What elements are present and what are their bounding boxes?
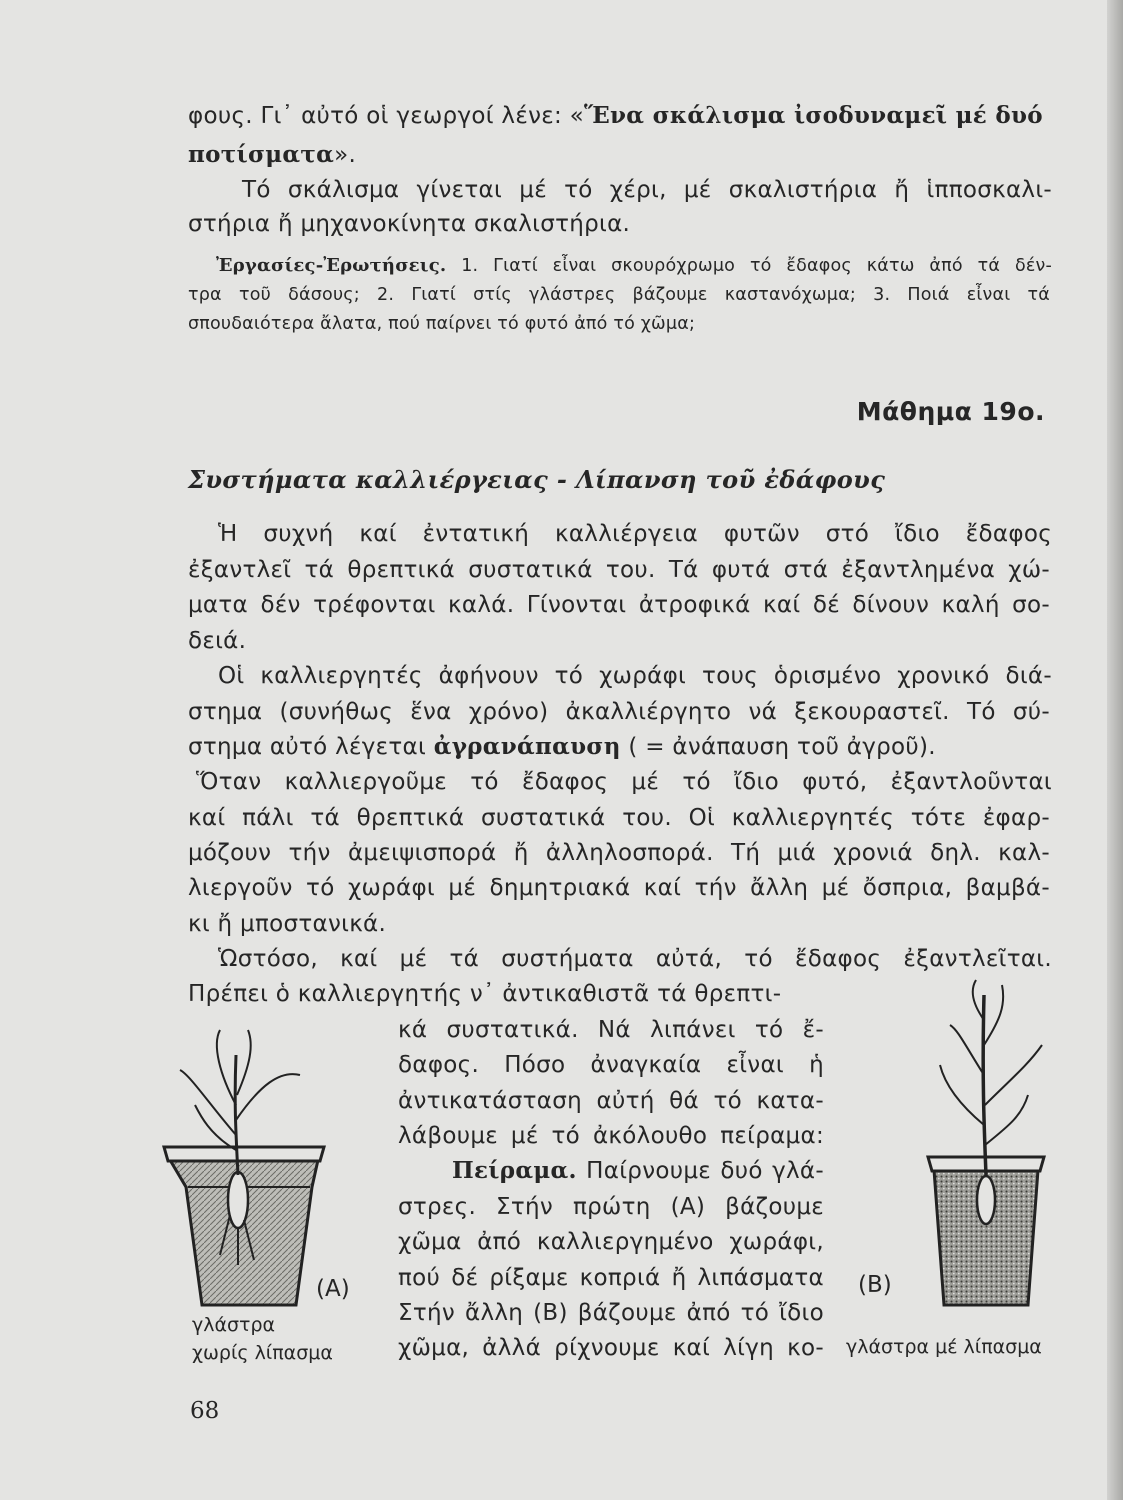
body-line: στημα (συνήθως ἕνα χρόνο) ἀκαλλιέργητο νά ξεκουραστεῖ. Τό σύ-	[188, 699, 1050, 725]
body-line: Ἡ συχνή καί ἐντατική καλλιέργεια φυτῶν στό ἴδιο ἔδαφος	[218, 521, 1052, 547]
term-agranapausi: ἀγρανάπαυση	[433, 733, 621, 760]
pot-b-illustration	[910, 975, 1060, 1315]
figure-b-label: (Β)	[858, 1272, 892, 1298]
page-number: 68	[190, 1398, 220, 1424]
body-line: δαφος. Πόσο ἀναγκαία εἶναι ἡ	[398, 1052, 824, 1078]
intro-line-4: στήρια ἤ μηχανοκίνητα σκαλιστήρια.	[188, 211, 631, 237]
intro-line-2	[188, 140, 1050, 170]
body-line: λάβουμε μέ τό ἀκόλουθο πείραμα:	[398, 1123, 824, 1149]
body-line: Στήν ἄλλη (Β) βάζουμε ἀπό τό ἴδιο	[398, 1300, 824, 1326]
body-line: λιεργοῦν τό χωράφι μέ δημητριακά καί τήν ἄλλη μέ ὄσπρια, βαμβά-	[188, 875, 1050, 901]
body-line: Ὅταν καλλιεργοῦμε τό ἔδαφος μέ τό ἴδιο φυτό, ἐξαντλοῦνται	[196, 769, 1052, 795]
exercises-line-2: τρα τοῦ δάσους; 2. Γιατί στίς γλάστρες βάζουμε καστανόχωμα; 3. Ποιά εἶναι τά	[188, 285, 1050, 305]
body-line	[188, 732, 1050, 762]
body-text: Παίρνουμε δυό γλά-	[576, 1158, 824, 1184]
exercises-label: Ἐργασίες-Ἐρωτήσεις.	[216, 255, 447, 276]
body-line: πού δέ ρίξαμε κοπριά ἤ λιπάσματα	[398, 1265, 824, 1291]
figure-a-label: (Α)	[316, 1276, 350, 1302]
quote-close: ».	[334, 142, 357, 168]
body-line: χῶμα, ἀλλά ρίχνουμε καί λίγη κο-	[398, 1335, 824, 1361]
section-heading: Συστήματα καλλιέργειας - Λίπανση τοῦ ἐδάφους	[188, 465, 886, 494]
experiment-line	[452, 1156, 824, 1186]
figure-a-caption: γλάστρα	[192, 1314, 276, 1336]
intro-line-1	[188, 101, 1050, 131]
body-line: δειά.	[188, 628, 247, 654]
body-line: στρες. Στήν πρώτη (Α) βάζουμε	[398, 1194, 824, 1220]
exercises-line-3: σπουδαιότερα ἄλατα, πού παίρνει τό φυτό ἀπό τό χῶμα;	[188, 314, 696, 334]
intro-line-3: Τό σκάλισμα γίνεται μέ τό χέρι, μέ σκαλιστήρια ἤ ἱπποσκαλι-	[242, 177, 1052, 203]
body-line: ἐξαντλεῖ τά θρεπτικά συστατικά του. Τά φυτά στά ἐξαντλημένα χώ-	[188, 557, 1050, 583]
proverb-quote: Ἕνα σκάλισμα ἰσοδυναμεῖ μέ δυό	[583, 102, 1043, 129]
proverb-quote-end: ποτίσματα	[188, 141, 335, 168]
figure-b-caption: γλάστρα μέ λίπασμα	[846, 1336, 1042, 1358]
figure-a-caption: χωρίς λίπασμα	[192, 1342, 333, 1364]
body-line: κά συστατικά. Νά λιπάνει τό ἔ-	[398, 1017, 824, 1043]
page-edge-shadow	[1107, 0, 1123, 1500]
body-line: ματα δέν τρέφονται καλά. Γίνονται ἀτροφικά καί δέ δίνουν καλή σο-	[188, 592, 1050, 618]
body-line: καί πάλι τά θρεπτικά συστατικά του. Οἱ καλλιεργητές τότε ἐφαρ-	[188, 805, 1050, 831]
body-line: μόζουν τήν ἀμειψισπορά ἤ ἀλληλοσπορά. Τή μιά χρονιά δηλ. καλ-	[188, 840, 1050, 866]
body-line: κι ἤ μποστανικά.	[188, 911, 387, 937]
pot-a-illustration	[150, 1015, 380, 1315]
body-text: στημα αὐτό λέγεται	[188, 734, 434, 760]
body-line: ἀντικατάσταση αὐτή θά τό κατα-	[398, 1088, 824, 1114]
intro-text: φους. Γι᾽ αὐτό οἱ γεωργοί λένε: «	[188, 103, 584, 129]
body-line: Ὡστόσο, καί μέ τά συστήματα αὐτά, τό ἔδαφος ἐξαντλεῖται.	[218, 946, 1052, 972]
body-line: Πρέπει ὁ καλλιεργητής ν᾽ ἀντικαθιστᾶ τά θρεπτι-	[188, 981, 782, 1007]
body-line: Οἱ καλλιεργητές ἀφήνουν τό χωράφι τους ὁρισμένο χρονικό διά-	[218, 663, 1052, 689]
body-text: ( = ἀνάπαυση τοῦ ἀγροῦ).	[620, 734, 936, 760]
experiment-label: Πείραμα.	[452, 1157, 577, 1184]
exercises-line-1	[216, 252, 1052, 280]
lesson-number: Μάθημα 19ο.	[856, 397, 1045, 426]
exercises-text: 1. Γιατί εἶναι σκουρόχρωμο τό ἔδαφος κάτω ἀπό τά δέν-	[446, 256, 1052, 276]
body-line: χῶμα ἀπό καλλιεργημένο χωράφι,	[398, 1229, 824, 1255]
